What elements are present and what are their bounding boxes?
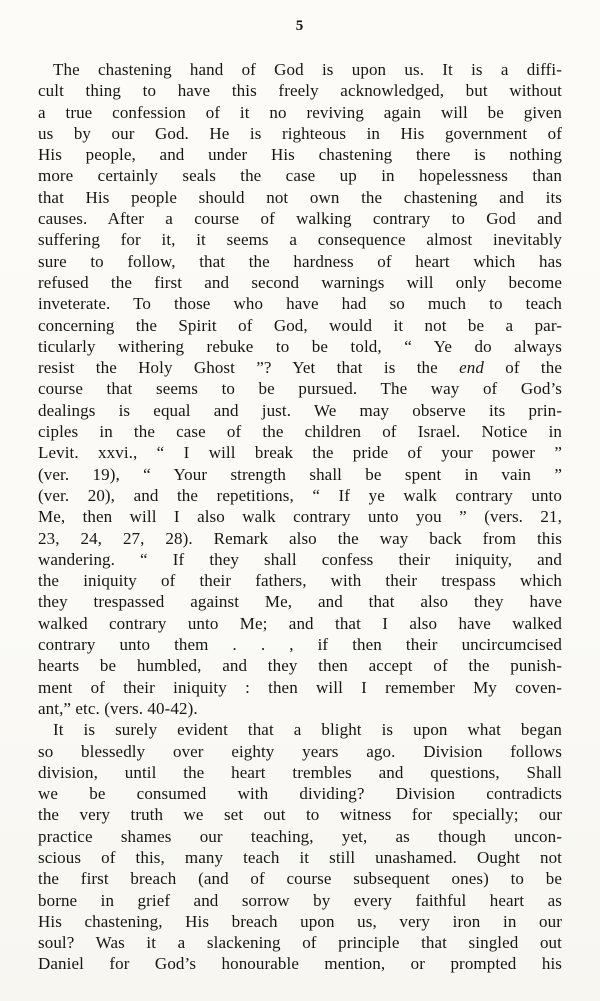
text-line: more certainly seals the case up in hopelessness than (38, 166, 562, 186)
text-line: practice shames our teaching, yet, as though uncon- (38, 826, 562, 846)
text-line: Me, then will I also walk contrary unto you ” (vers. 21, (38, 507, 562, 527)
text-line: cult thing to have this freely acknowledged, but without (38, 81, 562, 101)
text-line: His people, and under His chastening there is nothing (38, 145, 562, 165)
text-line: the iniquity of their fathers, with their trespass which (38, 571, 562, 591)
text-line: His chastening, His breach upon us, very iron in our (38, 911, 562, 931)
text-line: (ver. 20), and the repetitions, “ If ye walk contrary unto (38, 485, 562, 505)
text-line: contrary unto them . . , if then their uncircumcised (38, 635, 562, 655)
page-number: 5 (295, 18, 305, 34)
text-line: sure to follow, that the hardness of heart which has (38, 251, 562, 271)
text-line: resist the Holy Ghost ”? Yet that is the end of the (38, 358, 562, 378)
text-line: us by our God. He is righteous in His government of (38, 123, 562, 143)
page-text (38, 59, 562, 975)
paragraph-1 (38, 59, 562, 719)
text-line: causes. After a course of walking contrary to God and (38, 209, 562, 229)
text-line: so blessedly over eighty years ago. Division follows (38, 741, 562, 761)
text-line: ciples in the case of the children of Israel. Notice in (38, 422, 562, 442)
text-line: a true confession of it no reviving again will be given (38, 102, 562, 122)
text-line: inveterate. To those who have had so much to teach (38, 294, 562, 314)
text-line: hearts be humbled, and they then accept of the punish- (38, 656, 562, 676)
text-line: Levit. xxvi., “ I will break the pride of your power ” (38, 443, 562, 463)
text-line: The chastening hand of God is upon us. It is a diffi- (53, 60, 562, 79)
paragraph-2 (38, 719, 562, 975)
text-line: It is surely evident that a blight is upon what began (53, 720, 562, 740)
text-line: course that seems to be pursued. The way of God’s (38, 379, 562, 399)
text-line: that His people should not own the chastening and its (38, 187, 562, 207)
text-line: the first breach (and of course subsequent ones) to be (38, 869, 562, 889)
text-line: ment of their iniquity : then will I remember My coven- (38, 677, 562, 697)
text-line: division, until the heart trembles and questions, Shall (38, 762, 562, 782)
text-line: refused the first and second warnings will only become (38, 272, 562, 292)
text-line: 23, 24, 27, 28). Remark also the way back from this (38, 528, 562, 548)
text-line: soul? Was it a slackening of principle that singled out (38, 933, 562, 953)
text-line: dealings is equal and just. We may observe its prin- (38, 400, 562, 420)
text-line: ant,” etc. (vers. 40-42). (38, 698, 198, 718)
text-line: walked contrary unto Me; and that I also have walked (38, 613, 562, 633)
text-line: we be consumed with dividing? Division contradicts (38, 784, 562, 804)
text-line: wandering. “ If they shall confess their iniquity, and (38, 549, 562, 569)
text-line: (ver. 19), “ Your strength shall be spent in vain ” (38, 464, 562, 484)
text-line: scious of this, many teach it still unashamed. Ought not (38, 847, 562, 867)
text-line: ticularly withering rebuke to be told, “ Ye do always (38, 336, 562, 356)
text-line: the very truth we set out to witness for specially; our (38, 805, 562, 825)
text-line: Daniel for God’s honourable mention, or prompted his (38, 954, 562, 974)
text-line: concerning the Spirit of God, would it not be a par- (38, 315, 562, 335)
text-line: suffering for it, it seems a consequence almost inevitably (38, 230, 562, 250)
text-line: they trespassed against Me, and that also they have (38, 592, 562, 612)
text-line: borne in grief and sorrow by every faithful heart as (38, 890, 562, 910)
